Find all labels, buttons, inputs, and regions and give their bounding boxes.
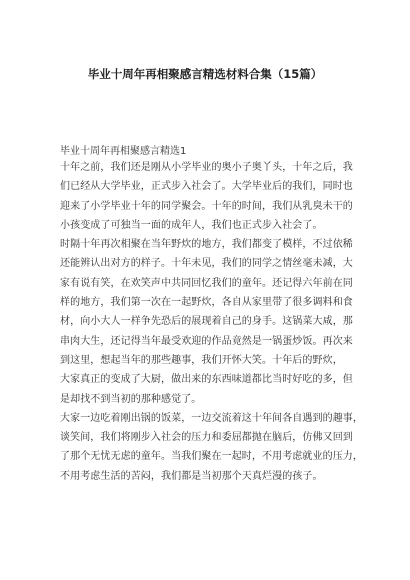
text-line: 十年之前，我们还是刚从小学毕业的奥小子奥丫头，十年之后，我 bbox=[60, 162, 353, 173]
text-line: 材，向小大人一样争先恐后的展现着自己的身手。这锅菜大咸，那 bbox=[60, 316, 353, 328]
text-line: 迎来了小学毕业十年的同学聚会。十年的时间，我们从乳臭未干的 bbox=[60, 200, 353, 212]
text-line: 家有说有笑，在欢笑声中共同回忆我们的童年。还记得六年前在同 bbox=[60, 277, 353, 289]
document-title: 毕业十周年再相聚感言精选材料合集（15篇） bbox=[87, 67, 323, 81]
text-line: 样的地方，我们第一次在一起野炊，各自从家里带了很多调料和食 bbox=[60, 297, 353, 309]
text-line: 小孩变成了可独当一面的成年人，我们也正式步入社会了。 bbox=[60, 219, 323, 231]
text-line: 了那个无忧无虑的童年。当我们聚在一起时，不用考虑就业的压力， bbox=[60, 451, 363, 463]
text-line: 时隔十年再次相聚在当年野炊的地方，我们都变了模样，不过依稀 bbox=[60, 239, 353, 251]
text-line: 串肉大生，还记得当年最受欢迎的作品竟然是一锅蛋炒饭。再次来 bbox=[60, 335, 353, 347]
text-line: 大家一边吃着刚出锅的饭菜，一边交流着这十年间各自遇到的趣事， bbox=[60, 412, 363, 424]
section-heading: 毕业十周年再相聚感言精选1 bbox=[60, 146, 187, 157]
text-line: 还能辨认出对方的样子。十年未见，我们的同学之情丝毫未减，大 bbox=[60, 258, 353, 270]
text-line: 是却找不到当初的那种感觉了。 bbox=[60, 393, 202, 405]
text-line: 大家真正的变成了大厨，做出来的东西味道都比当时好吃的多，但 bbox=[60, 374, 353, 386]
text-line: 到这里，想起当年的那些趣事，我们开怀大笑。十年后的野炊， bbox=[60, 354, 343, 366]
body-text bbox=[60, 158, 363, 486]
text-line: 们已经从大学毕业，正式步入社会了。大学毕业后的我们，同时也 bbox=[60, 181, 353, 193]
text-line: 不用考虑生活的苦闷，我们都是当初那个天真烂漫的孩子。 bbox=[60, 470, 323, 482]
text-line: 谈笑间，我们将刚步入社会的压力和委屈都抛在脑后，仿佛又回到 bbox=[60, 432, 353, 444]
